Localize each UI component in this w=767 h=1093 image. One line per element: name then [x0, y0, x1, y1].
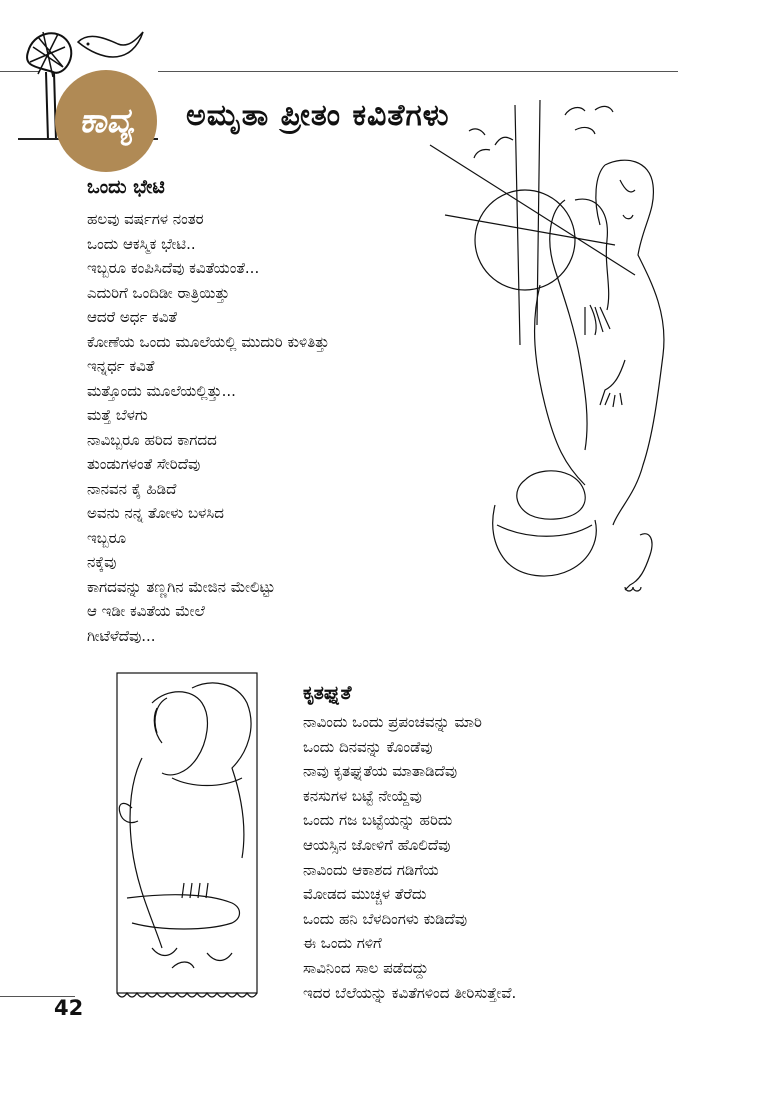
poem-line: ಮತ್ತೆ ಬೆಳಗು: [87, 406, 148, 424]
poem-line: ನಾವು ಕೃತಘ್ನತೆಯ ಮಾತಾಡಿದೆವು: [303, 762, 458, 781]
poem-line: ಇದರ ಬೆಲೆಯನ್ನು ಕವಿತೆಗಳಿಂದ ತೀರಿಸುತ್ತೇವೆ.: [303, 983, 517, 1002]
poem-line: ನಕ್ಕೆವು: [87, 553, 117, 571]
poem-line: ಮತ್ತೊಂದು ಮೂಲೆಯಲ್ಲಿತ್ತು...: [87, 381, 236, 400]
poem-line: ಸಾವಿನಿಂದ ಸಾಲ ಪಡೆದದ್ದು: [303, 958, 429, 977]
logo-badge: [55, 70, 157, 172]
poem-title: ಕೃತಘ್ನತೆ: [303, 682, 352, 704]
poem-line: ಒಂದು ದಿನವನ್ನು ಕೊಂಡೆವು: [303, 737, 433, 756]
poem-body: [303, 710, 516, 1005]
poem-line: ಇನ್ನರ್ಧ ಕವಿತೆ: [87, 357, 155, 375]
poem-line: ಕನಸುಗಳ ಬಟ್ಟೆ ನೇಯ್ದೆವು: [303, 786, 422, 805]
poem-line: ಮೋಡದ ಮುಚ್ಚಳ ತೆರೆದು: [303, 885, 427, 904]
poem-line: ಆಯಸ್ಸಿನ ಜೋಳಿಗೆ ಹೊಲಿದೆವು: [303, 835, 451, 854]
page-title: ಅಮೃತಾ ಪ್ರೀತಂ ಕವಿತೆಗಳು: [186, 98, 450, 133]
poem-line: ನಾವಿಂದು ಒಂದು ಪ್ರಪಂಚವನ್ನು ಮಾರಿ: [303, 713, 482, 731]
header-rule: [158, 71, 678, 72]
poem-title: ಒಂದು ಭೇಟಿ: [87, 176, 165, 198]
couple-illustration: [112, 668, 272, 1008]
poem-line: ಒಂದು ಹನಿ ಬೆಳದಿಂಗಳು ಕುಡಿದೆವು: [303, 909, 468, 928]
poem-line: ಈ ಒಂದು ಗಳಿಗೆ: [303, 934, 382, 953]
poem-line: ಇಬ್ಬರೂ ಕಂಪಿಸಿದೆವು ಕವಿತೆಯಂತೆ...: [87, 259, 260, 277]
poem-line: ನಾನವನ ಕೈ ಹಿಡಿದೆ: [87, 479, 177, 498]
poem-line: ಒಂದು ಆಕಸ್ಮಿಕ ಭೇಟಿ..: [87, 234, 196, 253]
poem-line: ತುಂಡುಗಳಂತೆ ಸೇರಿದೆವು: [87, 455, 201, 473]
page-number: 42: [54, 996, 84, 1020]
poem-line: ಇಬ್ಬರೂ: [87, 528, 127, 547]
poem-line: ನಾವಿಂದು ಆಕಾಶದ ಗಡಿಗೆಯ: [303, 860, 439, 879]
poem-line: ಒಂದು ಗಜ ಬಟ್ಟೆಯನ್ನು ಹರಿದು: [303, 811, 453, 830]
poem-line: ಕಾಗದವನ್ನು ತಣ್ಣಗಿನ ಮೇಜಿನ ಮೇಲಿಟ್ಟು: [87, 577, 276, 596]
woman-with-pot-illustration: [425, 95, 670, 600]
poem-line: ಆ ಇಡೀ ಕವಿತೆಯ ಮೇಲೆ: [87, 602, 205, 620]
poem-line: ಆದರೆ ಅರ್ಧ ಕವಿತೆ: [87, 308, 177, 326]
poem-line: ಹಲವು ವರ್ಷಗಳ ನಂತರ: [87, 210, 204, 228]
poem-line: ಗೀಟೆಳೆದೆವು...: [87, 626, 156, 645]
poem-line: ನಾವಿಬ್ಬರೂ ಹರಿದ ಕಾಗದದ: [87, 430, 217, 449]
poem-line: ಅವನು ನನ್ನ ತೋಳು ಬಳಸಿದ: [87, 504, 224, 522]
poem-line: ಕೋಣೆಯ ಒಂದು ಮೂಲೆಯಲ್ಲಿ ಮುದುರಿ ಕುಳಿತಿತ್ತು: [87, 332, 330, 351]
logo-text: ಕಾವ್ಯ: [79, 101, 133, 141]
poem-line: ಎದುರಿಗೆ ಒಂದಿಡೀ ರಾತ್ರಿಯಿತ್ತು: [87, 283, 230, 302]
poem-body: [87, 207, 329, 648]
